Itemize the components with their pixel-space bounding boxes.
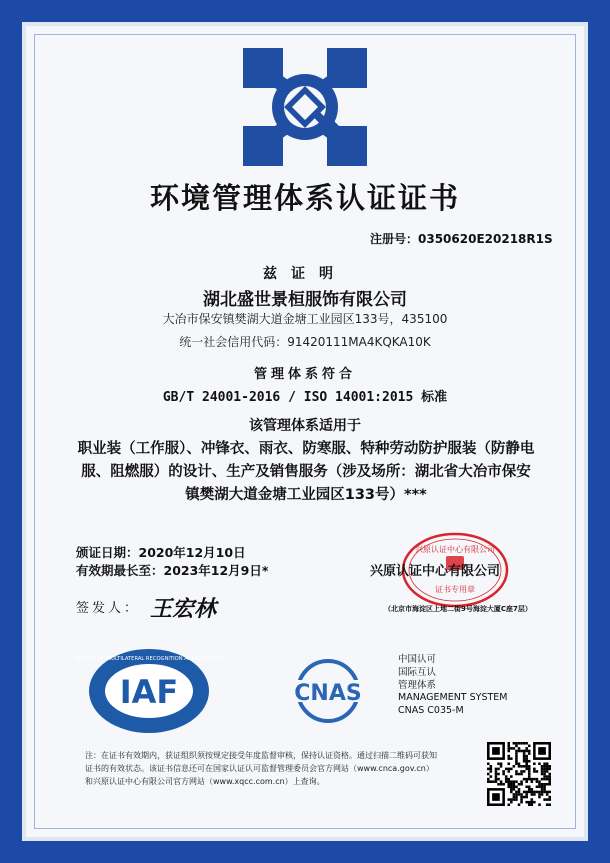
valid-until: 有效期最长至：2023年12月9日* (76, 563, 269, 578)
cnas-logo-icon (276, 660, 381, 722)
footnote-line: 证书的有效状态。该证书信息还可在国家认证认可监督管理委员会官方网站（www.cnca.gov.cn） (85, 764, 434, 773)
registration-number: 注册号：0350620E20218R1S (370, 232, 553, 246)
issue-date: 颁证日期：2020年12月10日 (76, 545, 246, 560)
cnas-line: MANAGEMENT SYSTEM (398, 692, 508, 704)
scope-heading: 该管理体系适用于 (249, 418, 361, 434)
cnas-line: CNAS C035-M (398, 705, 464, 717)
signature: 王宏林 (150, 596, 217, 622)
cnas-letters: CNAS (294, 681, 362, 706)
cnas-line: 中国认可 (398, 654, 437, 665)
qr-code-icon (487, 742, 551, 806)
iaf-ring-text: MEMBER OF MULTILATERAL RECOGNITION ARRANGEMENT (73, 656, 225, 662)
scope-text: 职业装（工作服）、冲锋衣、雨衣、防寒服、特种劳动防护服装（防静电服、阻燃服）的设计、生产及销售服务（涉及场所：湖北省大冶市保安镇樊湖大道金塘工业园区133号）*** (77, 441, 535, 503)
iaf-logo-icon (73, 648, 225, 734)
certificate-title: 环境管理体系认证证书 (149, 181, 460, 215)
seal-subtext: 证书专用章 (435, 585, 475, 594)
company-name: 湖北盛世景桓服饰有限公司 (203, 290, 407, 310)
conformity-heading: 管理体系符合 (253, 367, 356, 382)
issuer-name: 兴原认证中心有限公司 (370, 564, 501, 579)
footnote-line: 注：在证书有效期内，获证组织须按规定接受年度监督审核，保持认证资格。通过扫描二维码可获知 (85, 751, 437, 760)
cnas-line: 管理体系 (398, 679, 437, 691)
iaf-letters: IAF (119, 673, 179, 711)
signer-label: 签发人： (76, 601, 141, 616)
cnas-line: 国际互认 (398, 666, 437, 678)
certify-heading: 兹证明 (263, 266, 347, 282)
footnote (85, 749, 475, 788)
cnas-accreditation-text (398, 654, 508, 718)
footnote-line: 和兴原认证中心有限公司官方网站（www.xqcc.com.cn）上查询。 (85, 777, 325, 786)
credit-code: 统一社会信用代码：91420111MA4KQKA10K (179, 335, 431, 349)
company-address: 大冶市保安镇樊湖大道金塘工业园区133号，435100 (162, 312, 448, 326)
xqcc-logo-icon (243, 48, 367, 166)
issuer-address: （北京市海淀区上地二街9号海淀大厦C座7层） (384, 605, 532, 613)
seal-text: 兴原认证中心有限公司 (415, 545, 495, 554)
standard-text: GB/T 24001-2016 / ISO 14001:2015 标准 (162, 390, 448, 405)
